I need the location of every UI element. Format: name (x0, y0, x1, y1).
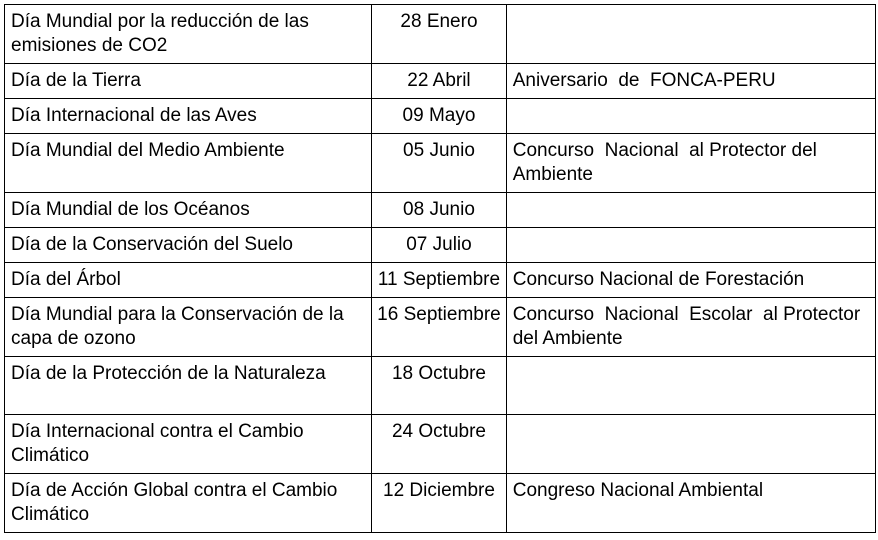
event-date: 11 Septiembre (377, 269, 501, 290)
note-cell (506, 64, 875, 99)
event-cell (5, 263, 372, 298)
event-date: 28 Enero (400, 11, 478, 32)
event-cell (5, 474, 372, 533)
date-cell (372, 298, 507, 357)
event-date: 12 Diciembre (383, 480, 495, 501)
table-row (5, 193, 876, 228)
event-date: 24 Octubre (391, 421, 486, 442)
table-row (5, 357, 876, 415)
note-cell (506, 415, 875, 474)
event-name: Día Internacional contra el Cambio Climático (11, 421, 304, 466)
note-cell (506, 263, 875, 298)
event-date: 22 Abril (407, 70, 471, 91)
table-row (5, 99, 876, 134)
event-cell (5, 99, 372, 134)
event-name: Día del Árbol (11, 269, 121, 290)
event-note: Aniversario de FONCA-PERU (512, 70, 776, 91)
table-row (5, 228, 876, 263)
event-name: Día de la Conservación del Suelo (11, 234, 294, 255)
date-cell (372, 415, 507, 474)
event-note: Congreso Nacional Ambiental (512, 480, 764, 501)
event-note: Concurso Nacional Escolar al Protector del Ambiente (512, 304, 866, 349)
note-cell (506, 5, 875, 64)
event-cell (5, 193, 372, 228)
date-cell (372, 99, 507, 134)
event-name: Día de la Tierra (11, 70, 141, 91)
event-cell (5, 228, 372, 263)
environmental-dates-table (4, 4, 876, 533)
event-cell (5, 64, 372, 99)
event-note: Concurso Nacional de Forestación (512, 269, 805, 290)
event-date: 07 Julio (406, 234, 472, 255)
event-date: 08 Junio (403, 199, 475, 220)
date-cell (372, 134, 507, 193)
table-row (5, 64, 876, 99)
event-cell (5, 134, 372, 193)
event-cell (5, 357, 372, 415)
table-row (5, 415, 876, 474)
table-row (5, 134, 876, 193)
event-date: 16 Septiembre (377, 304, 501, 325)
note-cell (506, 357, 875, 415)
table-row (5, 474, 876, 533)
note-cell (506, 99, 875, 134)
note-cell (506, 474, 875, 533)
event-note: Concurso Nacional al Protector del Ambiente (512, 140, 822, 185)
note-cell (506, 193, 875, 228)
event-name: Día Mundial por la reducción de las emisiones de CO2 (11, 11, 309, 56)
event-cell (5, 298, 372, 357)
note-cell (506, 134, 875, 193)
date-cell (372, 474, 507, 533)
event-cell (5, 415, 372, 474)
note-cell (506, 228, 875, 263)
event-name: Día Mundial para la Conservación de la capa de ozono (11, 304, 344, 349)
date-cell (372, 228, 507, 263)
event-cell (5, 5, 372, 64)
event-date: 09 Mayo (402, 105, 476, 126)
event-date: 18 Octubre (391, 363, 486, 384)
event-date: 05 Junio (403, 140, 475, 161)
table-row (5, 5, 876, 64)
date-cell (372, 193, 507, 228)
event-name: Día de la Protección de la Naturaleza (11, 363, 326, 384)
note-cell (506, 298, 875, 357)
date-cell (372, 263, 507, 298)
event-name: Día de Acción Global contra el Cambio Climático (11, 480, 338, 525)
date-cell (372, 64, 507, 99)
event-name: Día Mundial de los Océanos (11, 199, 250, 220)
table-row (5, 263, 876, 298)
event-name: Día Mundial del Medio Ambiente (11, 140, 285, 161)
table-row (5, 298, 876, 357)
date-cell (372, 357, 507, 415)
date-cell (372, 5, 507, 64)
event-name: Día Internacional de las Aves (11, 105, 257, 126)
